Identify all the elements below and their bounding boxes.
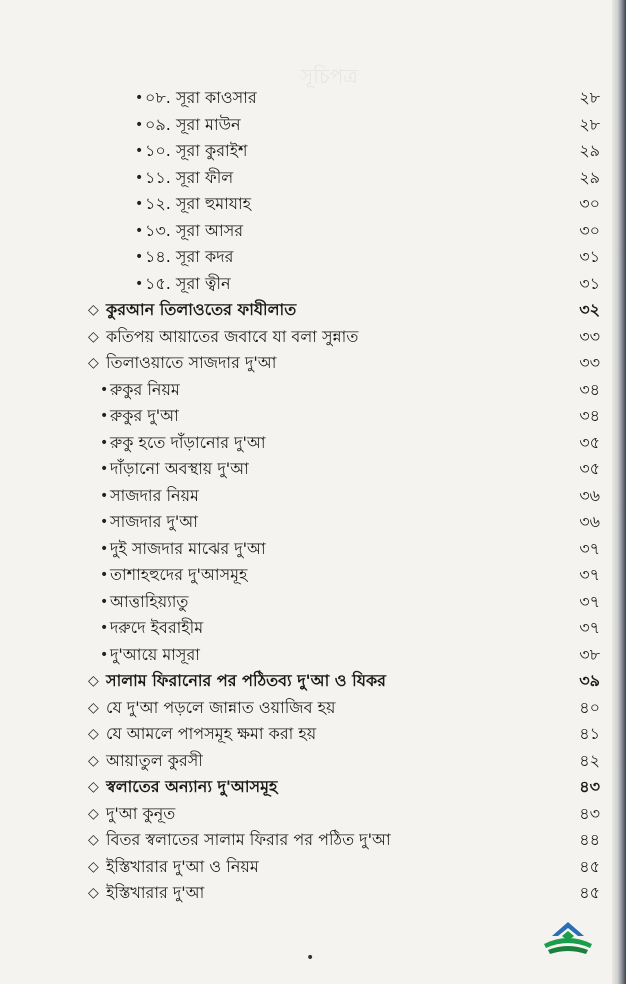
toc-entry-title: দু'আ কুনূত: [106, 803, 176, 823]
publisher-logo-icon: [540, 918, 596, 962]
toc-entry-page: ৩৪: [579, 379, 600, 399]
toc-entry-page: ৪৩: [579, 803, 600, 823]
diamond-bullet-icon: ◇: [88, 673, 99, 689]
toc-entry-title: আয়াতুল কুরসী: [106, 750, 203, 770]
toc-entry-page: ৩১: [579, 247, 600, 266]
toc-entry: [0, 456, 626, 482]
dot-bullet-icon: •: [135, 222, 144, 239]
toc-entry-title: বিতর স্বলাতের সালাম ফিরার পর পঠিত দু'আ: [106, 830, 391, 849]
toc-entry: [0, 324, 626, 350]
toc-entry: [0, 377, 626, 403]
toc-entry: [0, 85, 626, 111]
toc-entry-page: ৩৫: [579, 432, 600, 452]
toc-entry-title: ১২. সূরা হুমাযাহ: [145, 194, 252, 213]
toc-entry-title: আত্তাহিয়্যাতু: [110, 591, 189, 611]
toc-entry: [0, 721, 626, 747]
toc-entry-title: ১৪. সূরা কদর: [145, 247, 234, 266]
bleed-through-heading: সূচিপত্র: [300, 64, 358, 88]
toc-entry-title: রুকুর নিয়ম: [110, 379, 180, 399]
toc-entry-page: ২৯: [579, 167, 600, 187]
toc-entry-title: তিলাওয়াতে সাজদার দু'আ: [106, 353, 277, 372]
toc-entry-title: যে আমলে পাপসমূহ ক্ষমা করা হয়: [106, 724, 317, 743]
dot-bullet-icon: •: [100, 408, 109, 424]
diamond-bullet-icon: ◇: [88, 302, 99, 318]
toc-entry-title: ১০. সূরা কুরাইশ: [145, 141, 248, 160]
toc-entry: [0, 218, 626, 244]
toc-entry-title: কতিপয় আয়াতের জবাবে যা বলা সুন্নাত: [106, 326, 359, 346]
toc-entry: [0, 668, 626, 694]
toc-entry-title: দু'আয়ে মাসূরা: [110, 644, 200, 664]
toc-entry-title: তাশাহহুদের দু'আসমূহ: [110, 565, 248, 584]
toc-entry: [0, 801, 626, 827]
dot-bullet-icon: •: [135, 90, 144, 106]
toc-entry: [0, 774, 626, 800]
dot-bullet-icon: •: [100, 461, 109, 477]
dot-bullet-icon: •: [100, 487, 109, 504]
dot-bullet-icon: •: [100, 540, 109, 557]
diamond-bullet-icon: ◇: [88, 805, 99, 822]
dot-bullet-icon: •: [135, 143, 144, 159]
dot-bullet-icon: •: [100, 381, 109, 398]
toc-entry-title: ইস্তিখারার দু'আ: [106, 883, 205, 902]
dot-bullet-icon: •: [100, 567, 109, 583]
toc-entry: [0, 350, 626, 376]
toc-entry: [0, 854, 626, 880]
toc-entry: [0, 483, 626, 509]
toc-entry-page: ৩০: [579, 194, 600, 213]
toc-entry-title: ১৫. সূরা ত্বীন: [145, 273, 231, 293]
toc-entry-page: ৪৫: [579, 856, 600, 876]
toc-entry: [0, 562, 626, 588]
toc-entry: [0, 536, 626, 562]
dot-bullet-icon: •: [100, 593, 109, 610]
toc-entry-title: ০৯. সূরা মাউন: [145, 114, 241, 134]
toc-entry-title: দুই সাজদার মাঝের দু'আ: [110, 538, 266, 558]
toc-entry: [0, 748, 626, 774]
toc-entry: [0, 695, 626, 721]
toc-entry-title: ইস্তিখারার দু'আ ও নিয়ম: [106, 856, 259, 876]
toc-entry-page: ৪৫: [579, 883, 600, 902]
toc-entry-page: ৪০: [579, 697, 600, 717]
dot-bullet-icon: •: [100, 514, 109, 530]
toc-entry-page: ৪৩: [579, 777, 600, 796]
toc-entry: [0, 403, 626, 429]
toc-entry-title: সালাম ফিরানোর পর পঠিতব্য দু'আ ও যিকর: [106, 671, 386, 690]
toc-entry: [0, 880, 626, 906]
toc-entry: [0, 642, 626, 668]
toc-entry-page: ৩৭: [579, 565, 600, 584]
dot-bullet-icon: •: [135, 196, 144, 212]
toc-entry-title: রুকুর দু'আ: [110, 406, 179, 425]
dot-bullet-icon: •: [100, 434, 109, 451]
toc-entry-title: সাজদার নিয়ম: [110, 485, 199, 505]
toc-entry-page: ২৮: [579, 114, 600, 134]
diamond-bullet-icon: ◇: [88, 752, 99, 769]
toc-entry-page: ৩৪: [579, 406, 600, 425]
diamond-bullet-icon: ◇: [88, 858, 99, 875]
toc-entry-page: ২৮: [579, 88, 600, 107]
toc-entry-page: ৩১: [579, 273, 600, 293]
dot-bullet-icon: •: [135, 249, 144, 265]
toc-entry-title: দরুদে ইবরাহীম: [110, 618, 204, 637]
toc-entry-title: ১৩. সূরা আসর: [145, 220, 244, 240]
toc-entry-page: ৩৮: [579, 644, 600, 664]
dot-bullet-icon: •: [135, 275, 144, 292]
toc-entry-page: ৩৬: [579, 512, 600, 531]
toc-entry-page: ৩৭: [579, 618, 600, 637]
toc-entry-title: যে দু'আ পড়লে জান্নাত ওয়াজিব হয়: [106, 697, 336, 717]
page-marker: •: [306, 950, 315, 966]
toc-entry-title: রুকু হতে দাঁড়ানোর দু'আ: [110, 432, 266, 452]
toc-entry-page: ৩৭: [579, 538, 600, 558]
toc-entry-page: ৪১: [579, 724, 600, 743]
toc-entry-page: ৩৫: [579, 459, 600, 478]
toc-entry-title: কুরআন তিলাওতের ফাযীলাত: [106, 300, 297, 319]
toc-entry-page: ৪৪: [579, 830, 600, 849]
toc-entry-title: ০৮. সূরা কাওসার: [145, 88, 257, 107]
toc-entry: [0, 165, 626, 191]
toc-entry: [0, 138, 626, 164]
diamond-bullet-icon: ◇: [88, 832, 99, 848]
diamond-bullet-icon: ◇: [88, 328, 99, 345]
diamond-bullet-icon: ◇: [88, 355, 99, 371]
toc-entry-page: ২৯: [579, 141, 600, 160]
diamond-bullet-icon: ◇: [88, 885, 99, 901]
toc-entry: [0, 589, 626, 615]
toc-entry-title: দাঁড়ানো অবস্থায় দু'আ: [110, 459, 249, 478]
dot-bullet-icon: •: [135, 169, 144, 186]
toc-entry-page: ৪২: [579, 750, 600, 770]
toc-entry: [0, 615, 626, 641]
toc-entry-title: ১১. সূরা ফীল: [145, 167, 234, 187]
toc-entry-page: ৩৬: [579, 485, 600, 505]
toc-entry-page: ৩০: [579, 220, 600, 240]
diamond-bullet-icon: ◇: [88, 726, 99, 742]
toc-entry-page: ৩৩: [579, 326, 600, 346]
diamond-bullet-icon: ◇: [88, 779, 99, 795]
toc-entry-title: সাজদার দু'আ: [110, 512, 198, 531]
toc-entry-page: ৩৩: [579, 353, 600, 372]
dot-bullet-icon: •: [100, 620, 109, 636]
toc-entry-page: ৩৭: [579, 591, 600, 611]
toc-entry: [0, 271, 626, 297]
toc-entry-page: ৩২: [579, 300, 600, 319]
toc-entry: [0, 509, 626, 535]
toc-entry: [0, 827, 626, 853]
toc-entry: [0, 244, 626, 270]
toc-entry: [0, 297, 626, 323]
toc-entry-title: স্বলাতের অন্যান্য দু'আসমূহ: [106, 777, 278, 796]
toc-entry: [0, 430, 626, 456]
diamond-bullet-icon: ◇: [88, 699, 99, 716]
dot-bullet-icon: •: [135, 116, 144, 133]
toc-entry-page: ৩৯: [579, 671, 600, 690]
toc-entry: [0, 191, 626, 217]
toc-entry: [0, 112, 626, 138]
dot-bullet-icon: •: [100, 646, 109, 663]
